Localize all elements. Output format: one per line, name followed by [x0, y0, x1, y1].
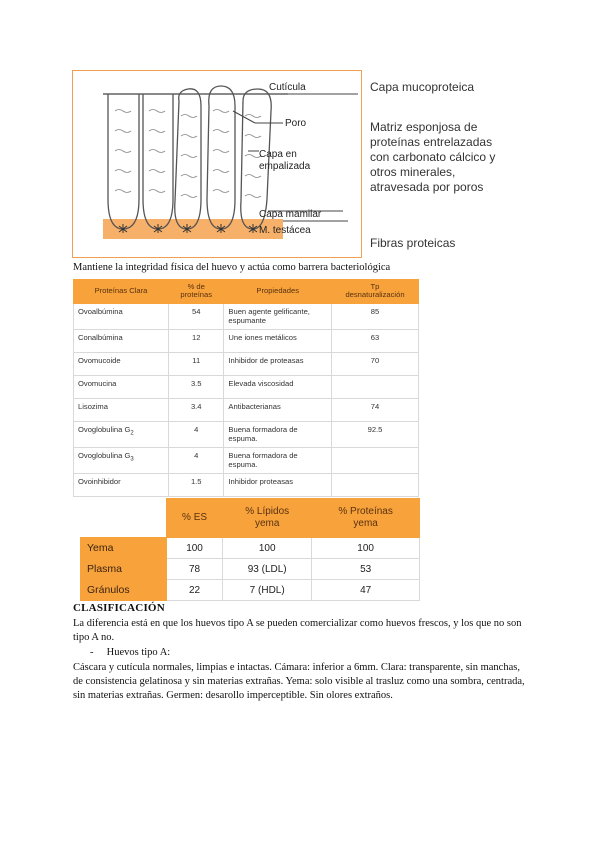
header-lipidos-yema: % Lípidos yema: [223, 499, 312, 538]
cell-pct: 3.4: [169, 398, 224, 421]
cell-tp: 85: [331, 303, 418, 329]
cell-es: 100: [167, 538, 223, 559]
cell-protein-name: Conalbúmina: [74, 329, 169, 352]
label-capa-empalizada-line2: empalizada: [259, 161, 311, 172]
cell-lipidos: 7 (HDL): [223, 580, 312, 601]
bullet-text: Huevos tipo A:: [106, 647, 171, 658]
paragraph-diferencia: La diferencia está en que los huevos tipo A se pueden comercializar como huevos frescos, y los que no son tipo A no.: [73, 618, 522, 643]
cell-lipidos: 100: [223, 538, 312, 559]
cell-protein-name: Ovoalbúmina: [74, 303, 169, 329]
cell-es: 22: [167, 580, 223, 601]
cell-pct: 11: [169, 352, 224, 375]
cell-protein-name: Ovoglobulina $G_2$: [74, 421, 169, 447]
yolk-row: [81, 559, 420, 580]
header-propiedades: Propiedades: [224, 280, 332, 304]
proteins-table-header: [74, 280, 419, 304]
cell-pct: 54: [169, 303, 224, 329]
cell-tp: [331, 375, 418, 398]
label-cuticula: Cutícula: [269, 82, 306, 93]
protein-row: [74, 375, 419, 398]
header-proteinas-clara: Proteínas Clara: [74, 280, 169, 304]
cell-tp: 70: [331, 352, 418, 375]
cell-row-label: Gránulos: [81, 580, 167, 601]
egg-white-proteins-table: [73, 279, 419, 497]
cell-pct: 4: [169, 447, 224, 473]
cell-protein-name: Lisozima: [74, 398, 169, 421]
protein-row: [74, 303, 419, 329]
header-proteinas-yema: % Proteínas yema: [312, 499, 420, 538]
section-heading: CLASIFICACIÓN: [73, 602, 165, 614]
palisade-texture: [115, 110, 261, 198]
protein-row: [74, 421, 419, 447]
cell-tp: 63: [331, 329, 418, 352]
header-es: % ES: [167, 499, 223, 538]
label-m-testacea: M. testácea: [259, 225, 311, 236]
cell-es: 78: [167, 559, 223, 580]
protein-row: [74, 352, 419, 375]
yolk-row: [81, 538, 420, 559]
cell-propiedades: Buena formadora de espuma.: [224, 421, 332, 447]
desc-fibras-proteicas: Fibras proteicas: [370, 236, 456, 250]
yolk-composition-table: [80, 498, 420, 601]
label-capa-mamilar: Capa mamilar: [259, 209, 322, 220]
cell-tp: 92.5: [331, 421, 418, 447]
cell-proteinas: 47: [312, 580, 420, 601]
label-capa-empalizada-line1: Capa en: [259, 149, 297, 160]
cell-propiedades: Buena formadora de espuma.: [224, 447, 332, 473]
cell-protein-name: Ovomucina: [74, 375, 169, 398]
cell-row-label: Plasma: [81, 559, 167, 580]
figure-caption: Mantiene la integridad física del huevo y actúa como barrera bacteriológica: [73, 262, 391, 273]
cell-lipidos: 93 (LDL): [223, 559, 312, 580]
desc-matriz: Matriz esponjosa de proteínas entrelazadas con carbonato cálcico y otros minerales, atravesada por poros: [370, 120, 496, 194]
header-tp-desnaturalizacion: Tp desnaturalización: [331, 280, 418, 304]
cell-pct: 3.5: [169, 375, 224, 398]
cell-propiedades: Elevada viscosidad: [224, 375, 332, 398]
cell-tp: [331, 473, 418, 496]
cell-protein-name: Ovomucoide: [74, 352, 169, 375]
cell-propiedades: Inhibidor proteasas: [224, 473, 332, 496]
protein-row: [74, 473, 419, 496]
cell-pct: 4: [169, 421, 224, 447]
bullet-huevos-tipo-a: [90, 646, 542, 660]
bullet-marker: -: [90, 647, 94, 658]
cell-tp: 74: [331, 398, 418, 421]
cell-pct: 12: [169, 329, 224, 352]
cell-protein-name: Ovoglobulina $G_3$: [74, 447, 169, 473]
yolk-row: [81, 580, 420, 601]
cell-tp: [331, 447, 418, 473]
palisade-columns: [108, 86, 271, 229]
header-blank: [81, 499, 167, 538]
cell-protein-name: Ovoinhibidor: [74, 473, 169, 496]
eggshell-structure-illustration: [73, 71, 360, 256]
eggshell-diagram: [72, 70, 362, 258]
paragraph-caracteristicas: Cáscara y cutícula normales, limpias e intactas. Cámara: inferior a 6mm. Clara: transparente, sin manchas, de consistencia gelatinosa y sin materias extrañas. Yema: solo visible al trasluz como una sombra, centrada, sin materias extrañas. Germen: desarollo imperceptible. Sin olores extraños.: [73, 662, 525, 701]
cell-propiedades: Inhibidor de proteasas: [224, 352, 332, 375]
protein-row: [74, 447, 419, 473]
cell-proteinas: 100: [312, 538, 420, 559]
cell-propiedades: Une iones metálicos: [224, 329, 332, 352]
cell-proteinas: 53: [312, 559, 420, 580]
protein-row: [74, 329, 419, 352]
protein-row: [74, 398, 419, 421]
cell-propiedades: Antibacterianas: [224, 398, 332, 421]
desc-capa-mucoproteica: Capa mucoproteica: [370, 80, 475, 94]
cell-propiedades: Buen agente gelificante, espumante: [224, 303, 332, 329]
cell-pct: 1.5: [169, 473, 224, 496]
label-poro: Poro: [285, 118, 307, 129]
cell-row-label: Yema: [81, 538, 167, 559]
header-pct-proteinas: % de proteínas: [169, 280, 224, 304]
yolk-table-header: [81, 499, 420, 538]
